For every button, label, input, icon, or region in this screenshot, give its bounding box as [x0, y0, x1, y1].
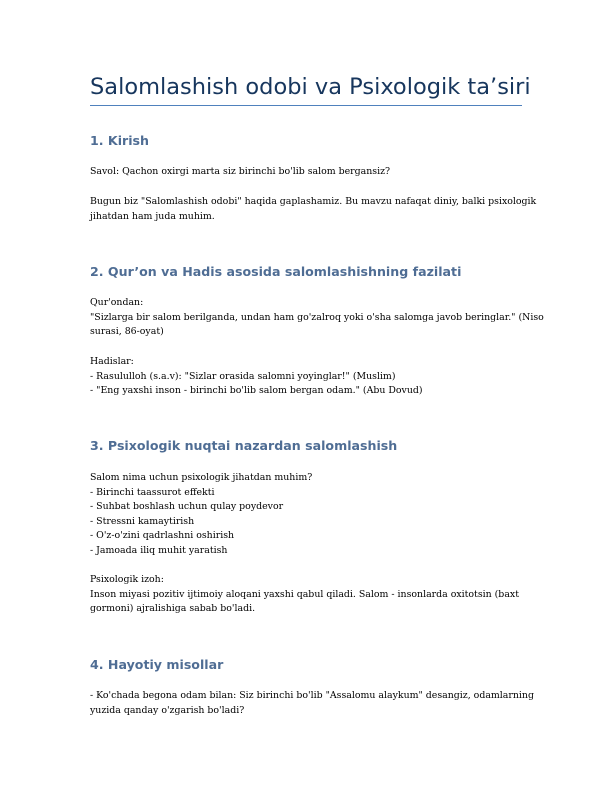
text-line: yuzida qanday o'zgarish bo'ladi? — [90, 704, 245, 716]
text-line: gormoni) ajralishiga sabab bo'ladi. — [90, 603, 256, 615]
text-line: Savol: Qachon oxirgi marta siz birinchi bo'lib salom bergansiz? — [90, 166, 391, 177]
section-1-paragraph-2 — [90, 195, 537, 224]
text-line: Bugun biz "Salomlashish odobi" haqida gaplashamiz. Bu mavzu nafaqat diniy, balki psixologik — [90, 196, 537, 207]
text-line: Inson miyasi pozitiv ijtimoiy aloqani yaxshi qabul qiladi. Salom - insonlarda oxitotsin (baxt — [90, 588, 519, 600]
section-heading-hayotiy-misollar: 4. Hayotiy misollar — [90, 657, 224, 672]
section-heading-quron-hadis: 2. Qur’on va Hadis asosida salomlashishning fazilati — [90, 264, 462, 279]
section-1-paragraph-1 — [90, 165, 530, 180]
section-2-paragraph-1 — [90, 296, 544, 340]
text-line: surasi, 86-oyat) — [90, 326, 164, 338]
text-line: Salom nima uchun psixologik jihatdan muhim? — [90, 472, 313, 483]
document-title: Salomlashish odobi va Psixologik ta’siri — [90, 74, 531, 100]
title-underline — [90, 105, 522, 106]
section-4-paragraph-1 — [90, 689, 534, 718]
text-line: - Ko'chada begona odam bilan: Siz birinchi bo'lib "Assalomu alaykum" desangiz, odamlarning — [90, 690, 534, 701]
section-heading-psixologik: 3. Psixologik nuqtai nazardan salomlashish — [90, 438, 398, 453]
section-3-paragraph-2 — [90, 573, 530, 617]
text-line: - Rasululloh (s.a.v): "Sizlar orasida salomni yoyinglar!" (Muslim) — [90, 370, 396, 382]
list-item: - O'z-o'zini qadrlashni oshirish — [90, 530, 235, 542]
section-2-paragraph-2 — [90, 355, 530, 399]
text-line: jihatdan ham juda muhim. — [90, 210, 215, 222]
list-item: - Suhbat boshlash uchun qulay poydevor — [90, 501, 284, 513]
list-item: - Jamoada iliq muhit yaratish — [90, 544, 228, 556]
text-line: Hadislar: — [90, 356, 134, 367]
text-line: - "Eng yaxshi inson - birinchi bo'lib salom bergan odam." (Abu Dovud) — [90, 385, 423, 397]
text-line: "Sizlarga bir salom berilganda, undan ham go'zalroq yoki o'sha salomga javob beringlar." (Niso — [90, 311, 544, 323]
section-3-paragraph-1 — [90, 471, 530, 559]
list-item: - Birinchi taassurot effekti — [90, 486, 215, 498]
text-line: Qur'ondan: — [90, 297, 144, 308]
text-line: Psixologik izoh: — [90, 574, 164, 585]
list-item: - Stressni kamaytirish — [90, 515, 195, 527]
section-heading-kirish: 1. Kirish — [90, 133, 149, 148]
